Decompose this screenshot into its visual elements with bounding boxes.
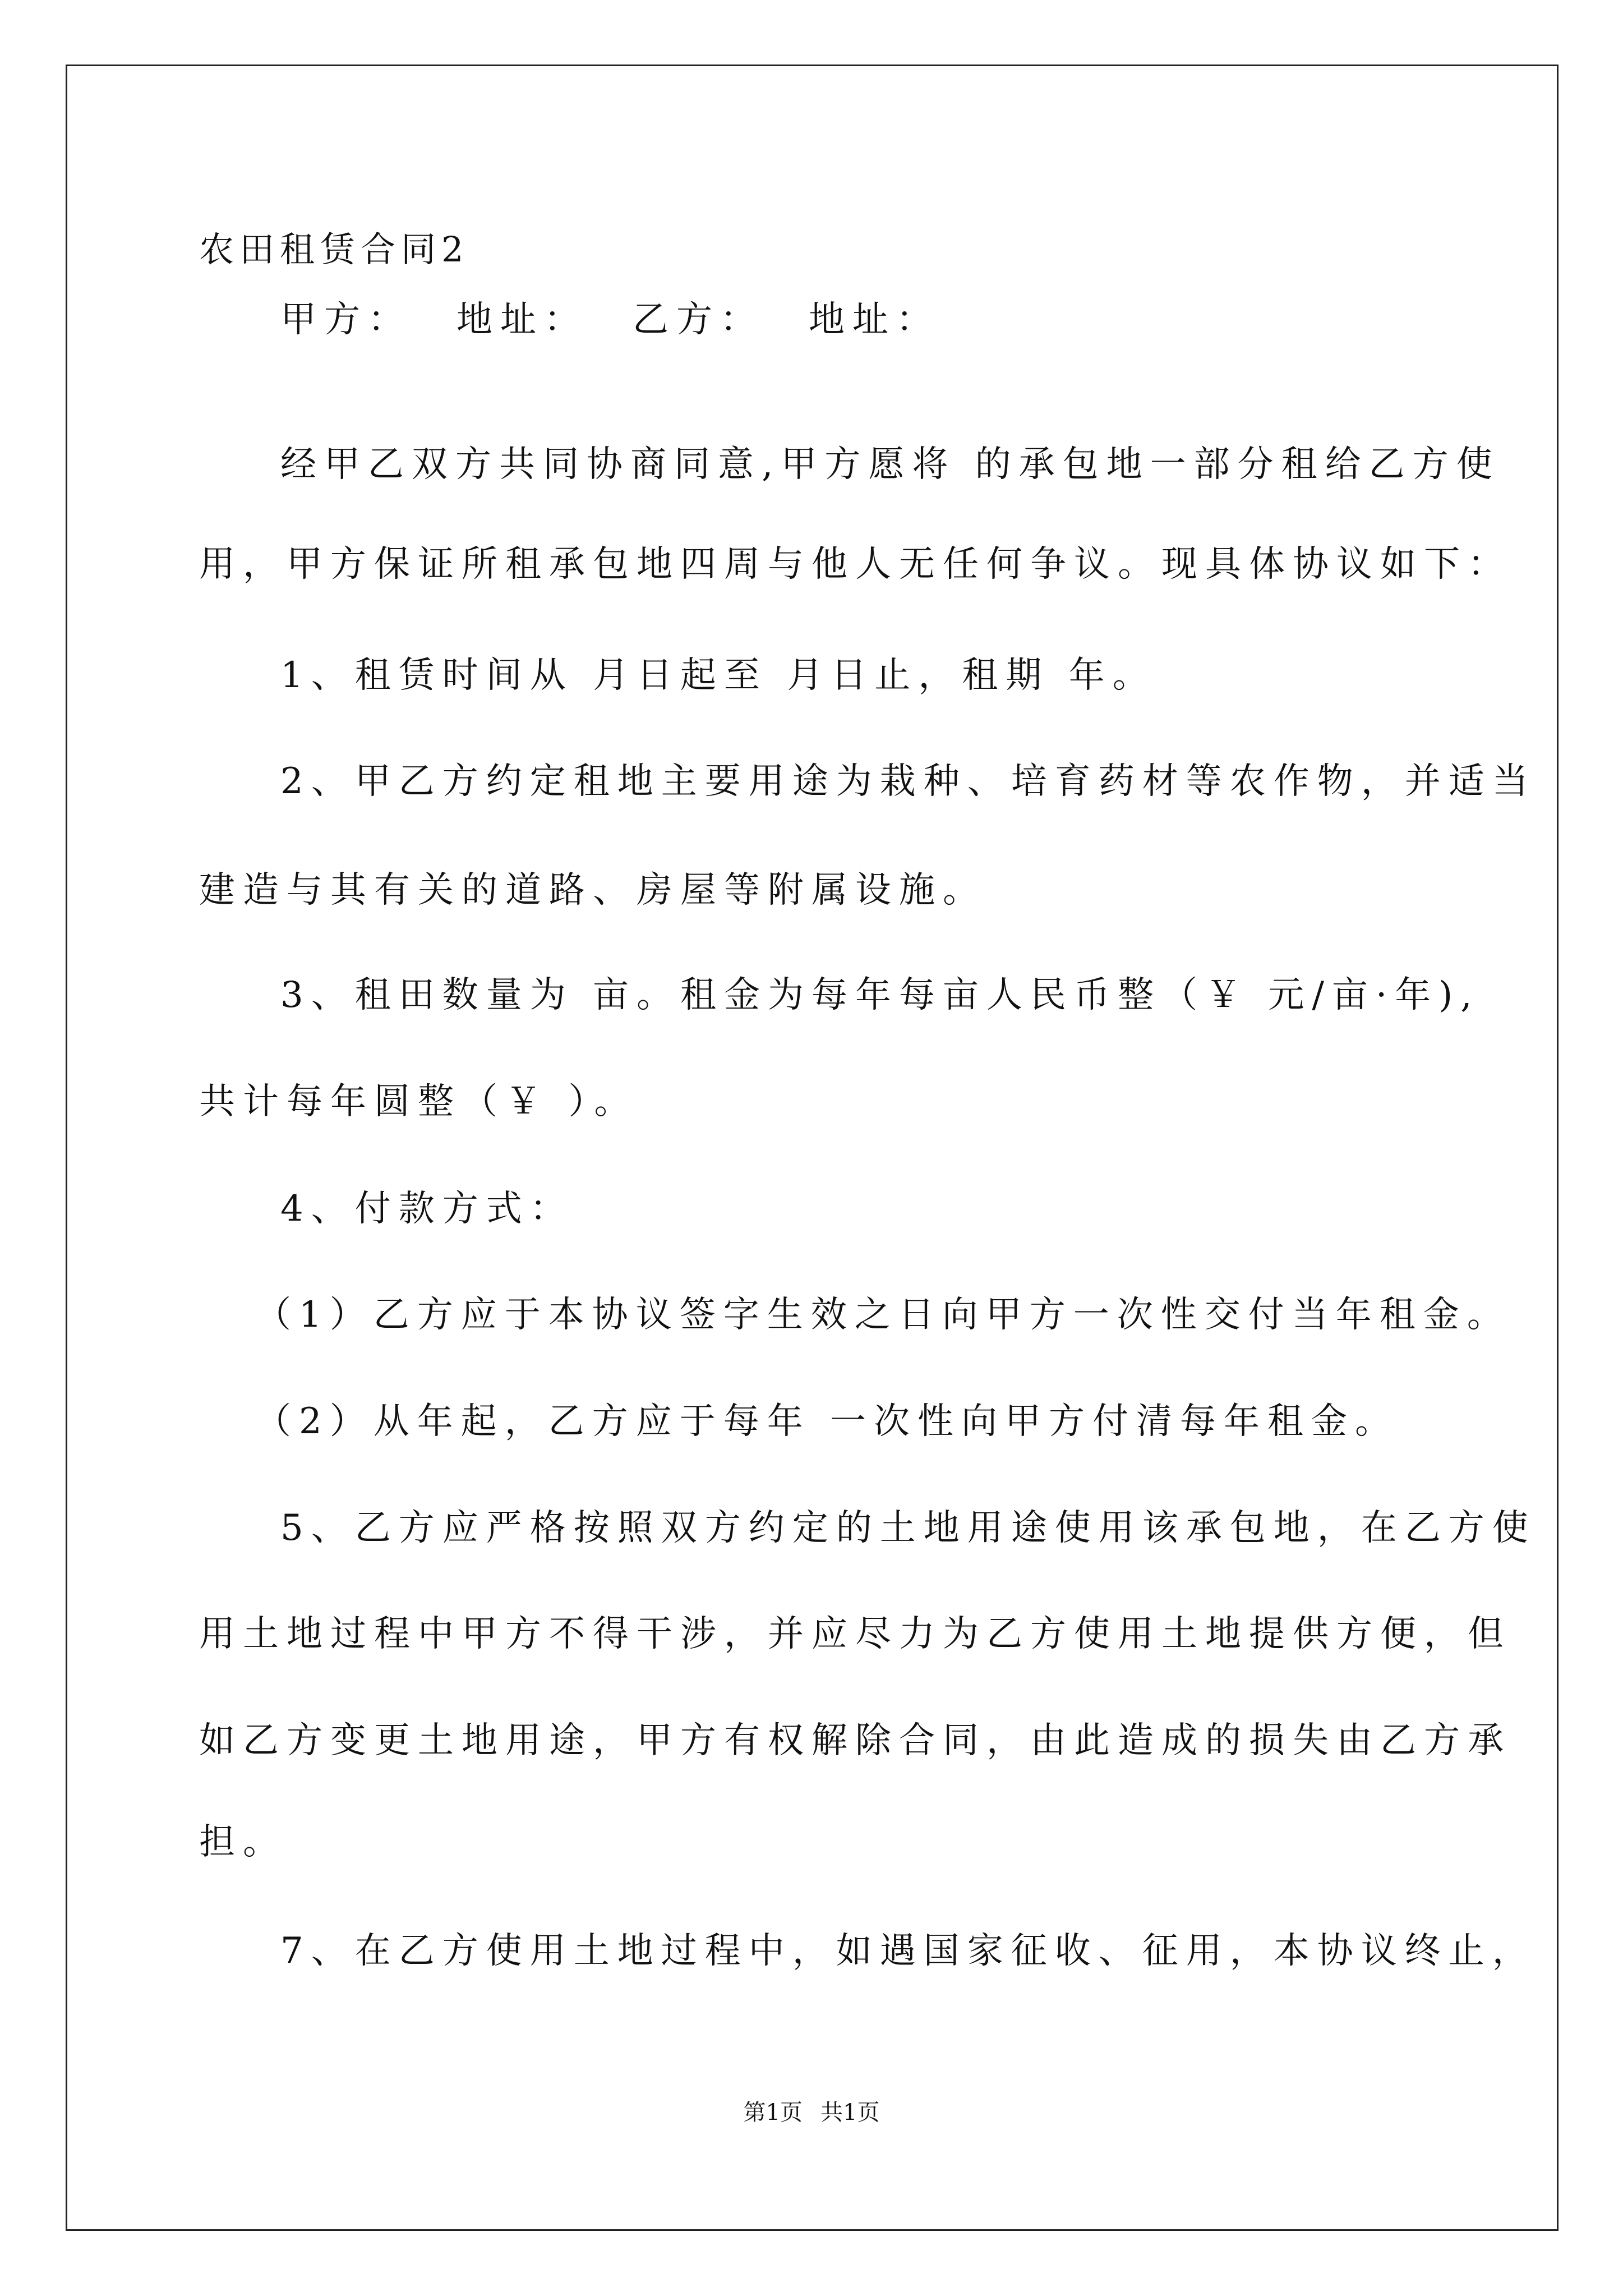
clause-4-heading: 4、付款方式： [280, 1188, 574, 1230]
clause-5-line-3: 如乙方变更土地用途，甲方有权解除合同，由此造成的损失由乙方承 [199, 1720, 1511, 1761]
clause-2-line-1: 2、甲乙方约定租地主要用途为栽种、培育药材等农作物，并适当 [280, 761, 1536, 802]
clause-7-line-1: 7、在乙方使用土地过程中，如遇国家征收、征用，本协议终止， [280, 1930, 1536, 1972]
clause-5-line-4: 担。 [199, 1821, 287, 1863]
clause-1: 1、租赁时间从 月日起至 月日止，租期 年。 [280, 655, 1156, 696]
party-a-label: 甲方： [280, 299, 412, 341]
page-number-current: 第1页 [743, 2100, 803, 2125]
clause-5-line-1: 5、乙方应严格按照双方约定的土地用途使用该承包地，在乙方使 [280, 1507, 1536, 1549]
clause-3-line-1: 3、租田数量为 亩。租金为每年每亩人民币整（￥ 元/亩·年), [280, 974, 1480, 1016]
intro-paragraph-line-2: 用，甲方保证所租承包地四周与他人无任何争议。现具体协议如下： [199, 544, 1511, 585]
clause-5-line-2: 用土地过程中甲方不得干涉，并应尽力为乙方使用土地提供方便，但 [199, 1613, 1511, 1655]
page-footer [0, 2099, 1623, 2127]
clause-2-line-2: 建造与其有关的道路、房屋等附属设施。 [199, 869, 986, 911]
party-b-address-label: 地址： [809, 299, 940, 341]
clause-4-item-2: （2）从年起，乙方应于每年 一次性向甲方付清每年租金。 [255, 1401, 1399, 1442]
page-border [66, 65, 1559, 2231]
clause-4-item-1: （1）乙方应于本协议签字生效之日向甲方一次性交付当年租金。 [255, 1294, 1511, 1336]
page-number-total: 共1页 [820, 2100, 880, 2125]
intro-paragraph-line-1: 经甲乙双方共同协商同意,甲方愿将 的承包地一部分租给乙方使 [280, 444, 1500, 485]
party-a-address-label: 地址： [457, 299, 588, 341]
parties-line [280, 297, 985, 342]
clause-3-line-2: 共计每年圆整（￥ ）。 [199, 1081, 638, 1122]
document-title: 农田租赁合同2 [199, 229, 469, 270]
party-b-label: 乙方： [633, 299, 764, 341]
